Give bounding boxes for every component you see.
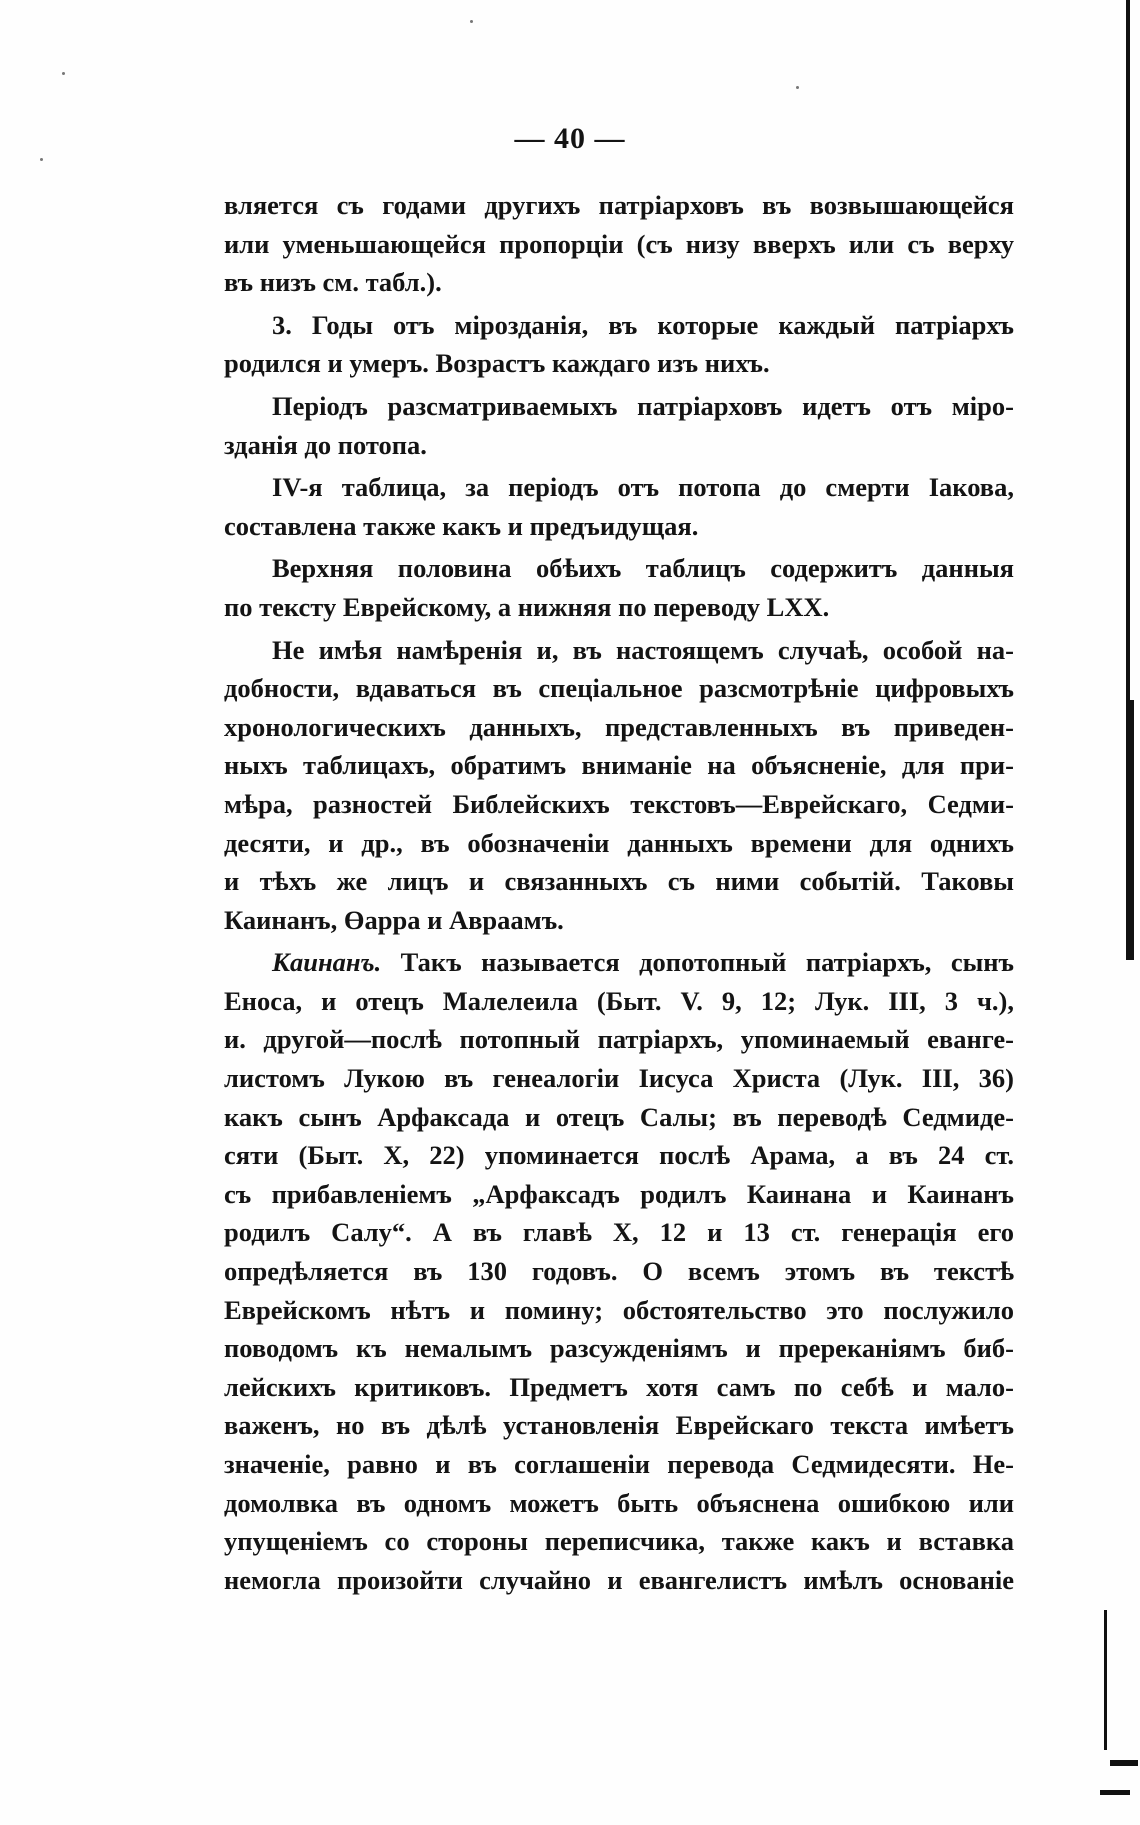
text-line: немогла произойти случайно и евангелистъ имѣлъ основаніе [224, 1564, 1014, 1595]
text-line: какъ сынъ Арфаксада и отецъ Салы; въ переводѣ Седмиде- [224, 1101, 1014, 1132]
text-line: Верхняя половина обѣихъ таблицъ содержитъ данныя [272, 553, 1014, 584]
scan-edge-mark [1110, 1760, 1138, 1766]
text-line: и. другой—послѣ потопный патріархъ, упоминаемый еванге- [224, 1024, 1014, 1055]
text-line-lead [224, 943, 1014, 982]
scan-edge-mark [1128, 700, 1134, 960]
text-line: по тексту Еврейскому, а нижняя по переводу LXX. [224, 591, 830, 622]
text-line: родилъ Салу“. А въ главѣ X, 12 и 13 ст. генерація его [224, 1217, 1014, 1248]
text-line: мѣра, разностей Библейскихъ текстовъ—Еврейскаго, Седми- [224, 788, 1014, 819]
scan-edge-mark [1104, 1610, 1107, 1750]
page-number: — 40 — [514, 122, 626, 155]
text-line: опредѣляется въ 130 годовъ. О всемъ этомъ въ текстѣ [224, 1256, 1014, 1287]
text-line: упущеніемъ со стороны переписчика, также какъ и вставка [224, 1526, 1014, 1557]
text-line: вляется съ годами другихъ патріарховъ въ возвышающейся [224, 190, 1014, 220]
text-line: въ низъ см. табл.). [224, 267, 442, 298]
text-line: зданія до потопа. [224, 429, 427, 460]
text-line: поводомъ къ немалымъ разсужденіямъ и пререканіямъ биб- [224, 1333, 1014, 1364]
text-line: составлена также какъ и предъидущая. [224, 510, 699, 541]
text-line: важенъ, но въ дѣлѣ установленія Еврейскаго текста имѣетъ [224, 1410, 1014, 1441]
scan-edge-mark [1100, 1790, 1130, 1795]
text-line: IV-я таблица, за періодъ отъ потопа до смерти Іакова, [272, 472, 1014, 503]
text-line: хронологическихъ данныхъ, представленныхъ въ приведен- [224, 711, 1014, 742]
text-line: съ прибавленіемъ „Арфаксадъ родилъ Каинана и Каинанъ [224, 1178, 1014, 1209]
scan-speck [470, 20, 473, 23]
text-line: или уменьшающейся пропорціи (съ низу вверхъ или съ верху [224, 228, 1014, 259]
text-line: Еноса, и отецъ Малелеила (Быт. V. 9, 12; Лук. III, 3 ч.), [224, 985, 1014, 1016]
scan-speck [796, 86, 799, 89]
text-line: и тѣхъ же лицъ и связанныхъ съ ними событій. Таковы [224, 866, 1014, 897]
text-line: десяти, и др., въ обозначеніи данныхъ времени для однихъ [224, 827, 1014, 858]
text-line-rest: Такъ называется допотопный патріархъ, сынъ [381, 947, 1014, 978]
text-line: листомъ Лукою въ генеалогіи Іисуса Христа (Лук. III, 36) [224, 1063, 1014, 1094]
text-line: домолвка въ одномъ можетъ быть объяснена ошибкою или [224, 1487, 1014, 1518]
italic-term: Каинанъ. [272, 947, 382, 978]
body-text [224, 186, 1014, 1599]
scan-speck [40, 158, 43, 161]
text-line: добности, вдаваться въ спеціальное разсмотрѣніе цифровыхъ [224, 673, 1014, 704]
scan-speck [62, 72, 65, 75]
text-line: сяти (Быт. X, 22) упоминается послѣ Арама, а въ 24 ст. [224, 1140, 1014, 1171]
text-line: родился и умеръ. Возрастъ каждаго изъ нихъ. [224, 348, 770, 379]
text-line: лейскихъ критиковъ. Предметъ хотя самъ по себѣ и мало- [224, 1371, 1014, 1402]
text-line: значеніе, равно и въ соглашеніи перевода Седмидесяти. Не- [224, 1449, 1014, 1479]
text-line: ныхъ таблицахъ, обратимъ вниманіе на объясненіе, для при- [224, 750, 1014, 781]
text-line: Періодъ разсматриваемыхъ патріарховъ идетъ отъ міро- [272, 390, 1014, 421]
text-line: Не имѣя намѣренія и, въ настоящемъ случаѣ, особой на- [272, 634, 1014, 665]
text-line: 3. Годы отъ міроздaнія, въ которые каждый патріархъ [272, 309, 1014, 340]
text-line: Каинанъ, Өарра и Авраамъ. [224, 904, 564, 935]
text-line: Еврейскомъ нѣтъ и помину; обстоятельство это послужило [224, 1294, 1014, 1325]
